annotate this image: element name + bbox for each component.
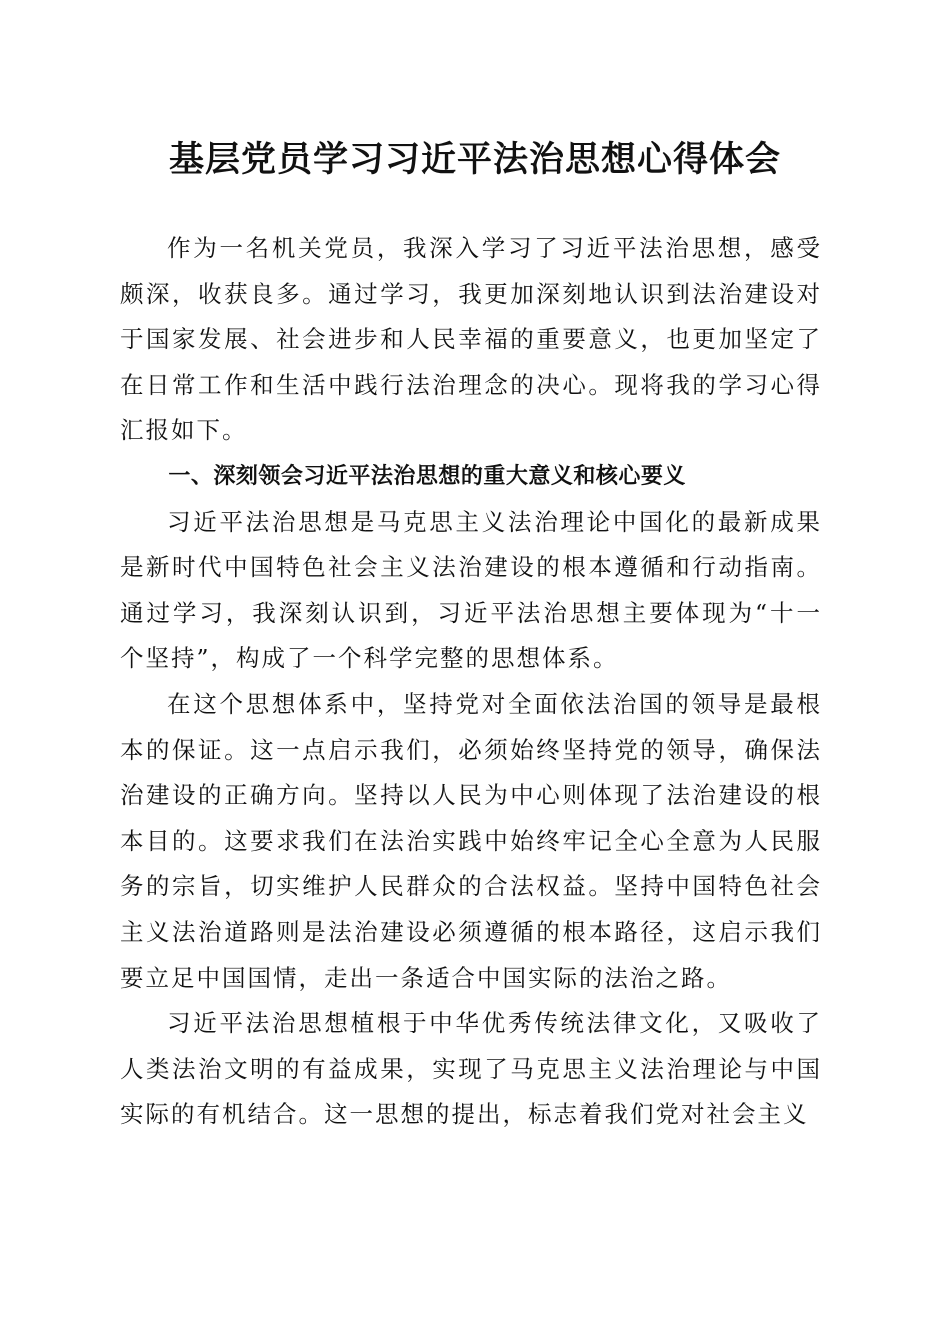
section-paragraph-1: 习近平法治思想是马克思主义法治理论中国化的最新成果是新时代中国特色社会主义法治建设的根本遵循和行动指南。通过学习，我深刻认识到，习近平法治思想主要体现为“十一个坚持”，构成了一个科学完整的思想体系。 [120,507,822,673]
section-paragraph-2: 在这个思想体系中，坚持党对全面依法治国的领导是最根本的保证。这一点启示我们，必须始终坚持党的领导，确保法治建设的正确方向。坚持以人民为中心则体现了法治建设的根本目的。这要求我们在法治实践中始终牢记全心全意为人民服务的宗旨，切实维护人民群众的合法权益。坚持中国特色社会主义法治道路则是法治建设必须遵循的根本路径，这启示我们要立足中国国情，走出一条适合中国实际的法治之路。 [120,689,822,992]
document-title: 基层党员学习习近平法治思想心得体会 [168,139,781,180]
section-heading: 一、深刻领会习近平法治思想的重大意义和核心要义 [168,463,686,489]
document-body [120,226,822,1138]
intro-paragraph: 作为一名机关党员，我深入学习了习近平法治思想，感受颇深，收获良多。通过学习，我更加深刻地认识到法治建设对于国家发展、社会进步和人民幸福的重要意义，也更加坚定了在日常工作和生活中践行法治理念的决心。现将我的学习心得汇报如下。 [120,234,822,445]
section-paragraph-3: 习近平法治思想植根于中华优秀传统法律文化，又吸收了人类法治文明的有益成果，实现了马克思主义法治理论与中国实际的有机结合。这一思想的提出，标志着我们党对社会主义 [120,1009,822,1129]
